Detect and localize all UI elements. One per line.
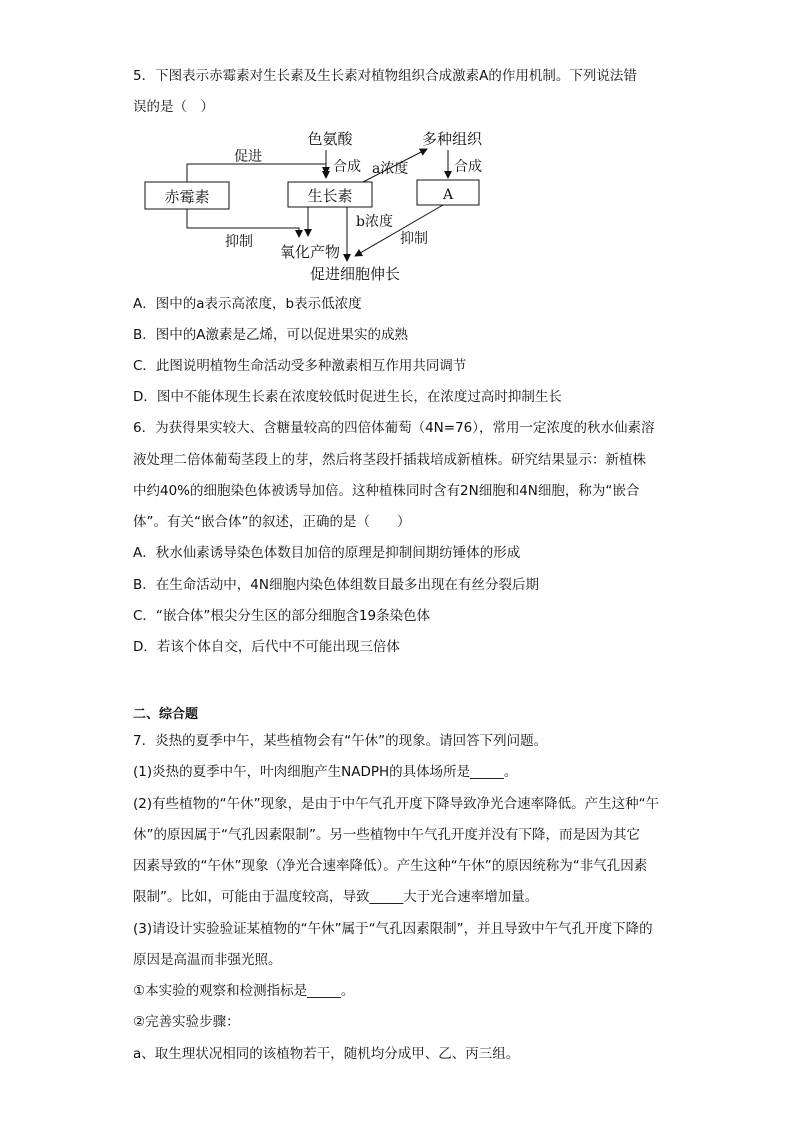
hormone-a-label: A [442, 187, 454, 203]
synthesis-label-1: 合成 [333, 159, 361, 175]
gibberellin-label: 赤霉素 [164, 188, 210, 206]
q6-option-b: B．在生命活动中，4N细胞内染色体组数目最多出现在有丝分裂后期 [133, 577, 539, 593]
q6-option-d: D．若该个体自交，后代中不可能出现三倍体 [133, 639, 400, 655]
q6-stem-line-3: 中约40%的细胞染色体被诱导加倍。这种植株同时含有2N细胞和4N细胞，称为“嵌合 [133, 483, 640, 499]
q7-line-8: 原因是高温而非强光照。 [133, 952, 282, 968]
cell-elongation-label: 促进细胞伸长 [310, 265, 401, 283]
q7-line-3: (2)有些植物的“午休”现象，是由于中午气孔开度下降导致净光合速率降低。产生这种“午 [133, 796, 660, 812]
q7-line-10: ②完善实验步骤： [133, 1014, 240, 1030]
q7-line-9: ①本实验的观察和检测指标是_____。 [133, 983, 355, 999]
section-title: 二、综合题 [133, 707, 199, 722]
q6-option-c: C．“嵌合体”根尖分生区的部分细胞含19条染色体 [133, 608, 431, 624]
q5-option-d: D．图中不能体现生长素在浓度较低时促进生长，在浓度过高时抑制生长 [133, 389, 562, 405]
q7-line-5: 因素导致的“午休”现象（净光合速率降低）。产生这种“午休”的原因统称为“非气孔因素 [133, 858, 648, 874]
a-concentration-label: a浓度 [372, 161, 409, 177]
q7-line-6: 限制”。比如，可能由于温度较高，导致_____大于光合速率增加量。 [133, 889, 539, 905]
q6-option-a: A．秋水仙素诱导染色体数目加倍的原理是抑制间期纺锤体的形成 [133, 545, 521, 561]
q7-line-11: a、取生理状况相同的该植物若干，随机均分成甲、乙、丙三组。 [133, 1046, 520, 1062]
q5-stem-line-2: 误的是（ ） [133, 99, 214, 115]
multi-tissue-label: 多种组织 [421, 130, 483, 148]
q7-line-7: (3)请设计实验验证某植物的“午休”属于“气孔因素限制”，并且导致中午气孔开度下降的 [133, 921, 653, 937]
inhibit-label-1: 抑制 [225, 234, 253, 250]
synthesis-label-2: 合成 [454, 159, 482, 175]
b-concentration-label: b浓度 [356, 214, 393, 230]
q5-option-a: A．图中的a表示高浓度，b表示低浓度 [133, 296, 362, 312]
q7-line-4: 休”的原因属于“气孔因素限制”。另一些植物中午气孔开度并没有下降，而是因为其它 [133, 827, 640, 843]
hormone-mechanism-diagram [133, 122, 533, 287]
q5-option-c: C．此图说明植物生命活动受多种激素相互作用共同调节 [133, 358, 467, 374]
q5-stem-line-1: 5．下图表示赤霉素对生长素及生长素对植物组织合成激素A的作用机制。下列说法错 [133, 68, 637, 84]
q6-stem-line-4: 体”。有关“嵌合体”的叙述，正确的是（ ） [133, 514, 411, 530]
q6-stem-line-1: 6．为获得果实较大、含糖量较高的四倍体葡萄（4N=76），常用一定浓度的秋水仙素溶 [133, 420, 655, 436]
promote-label: 促进 [234, 149, 262, 165]
inhibit-arrow-2 [355, 205, 443, 256]
inhibit-label-2: 抑制 [400, 231, 428, 247]
q6-stem-line-2: 液处理二倍体葡萄茎段上的芽，然后将茎段扦插栽培成新植株。研究结果显示：新植株 [133, 452, 646, 468]
auxin-label: 生长素 [307, 187, 353, 205]
promote-arrow [187, 164, 326, 182]
inhibit-arrow-1 [187, 209, 299, 237]
oxidation-product-label: 氧化产物 [280, 243, 341, 261]
q5-option-b: B．图中的A激素是乙烯，可以促进果实的成熟 [133, 327, 408, 343]
q7-line-1: 7．炎热的夏季中午，某些植物会有“午休”的现象。请回答下列问题。 [133, 733, 548, 749]
tryptophan-label: 色氨酸 [307, 130, 353, 148]
q7-line-2: (1)炎热的夏季中午，叶肉细胞产生NADPH的具体场所是_____。 [133, 764, 518, 780]
